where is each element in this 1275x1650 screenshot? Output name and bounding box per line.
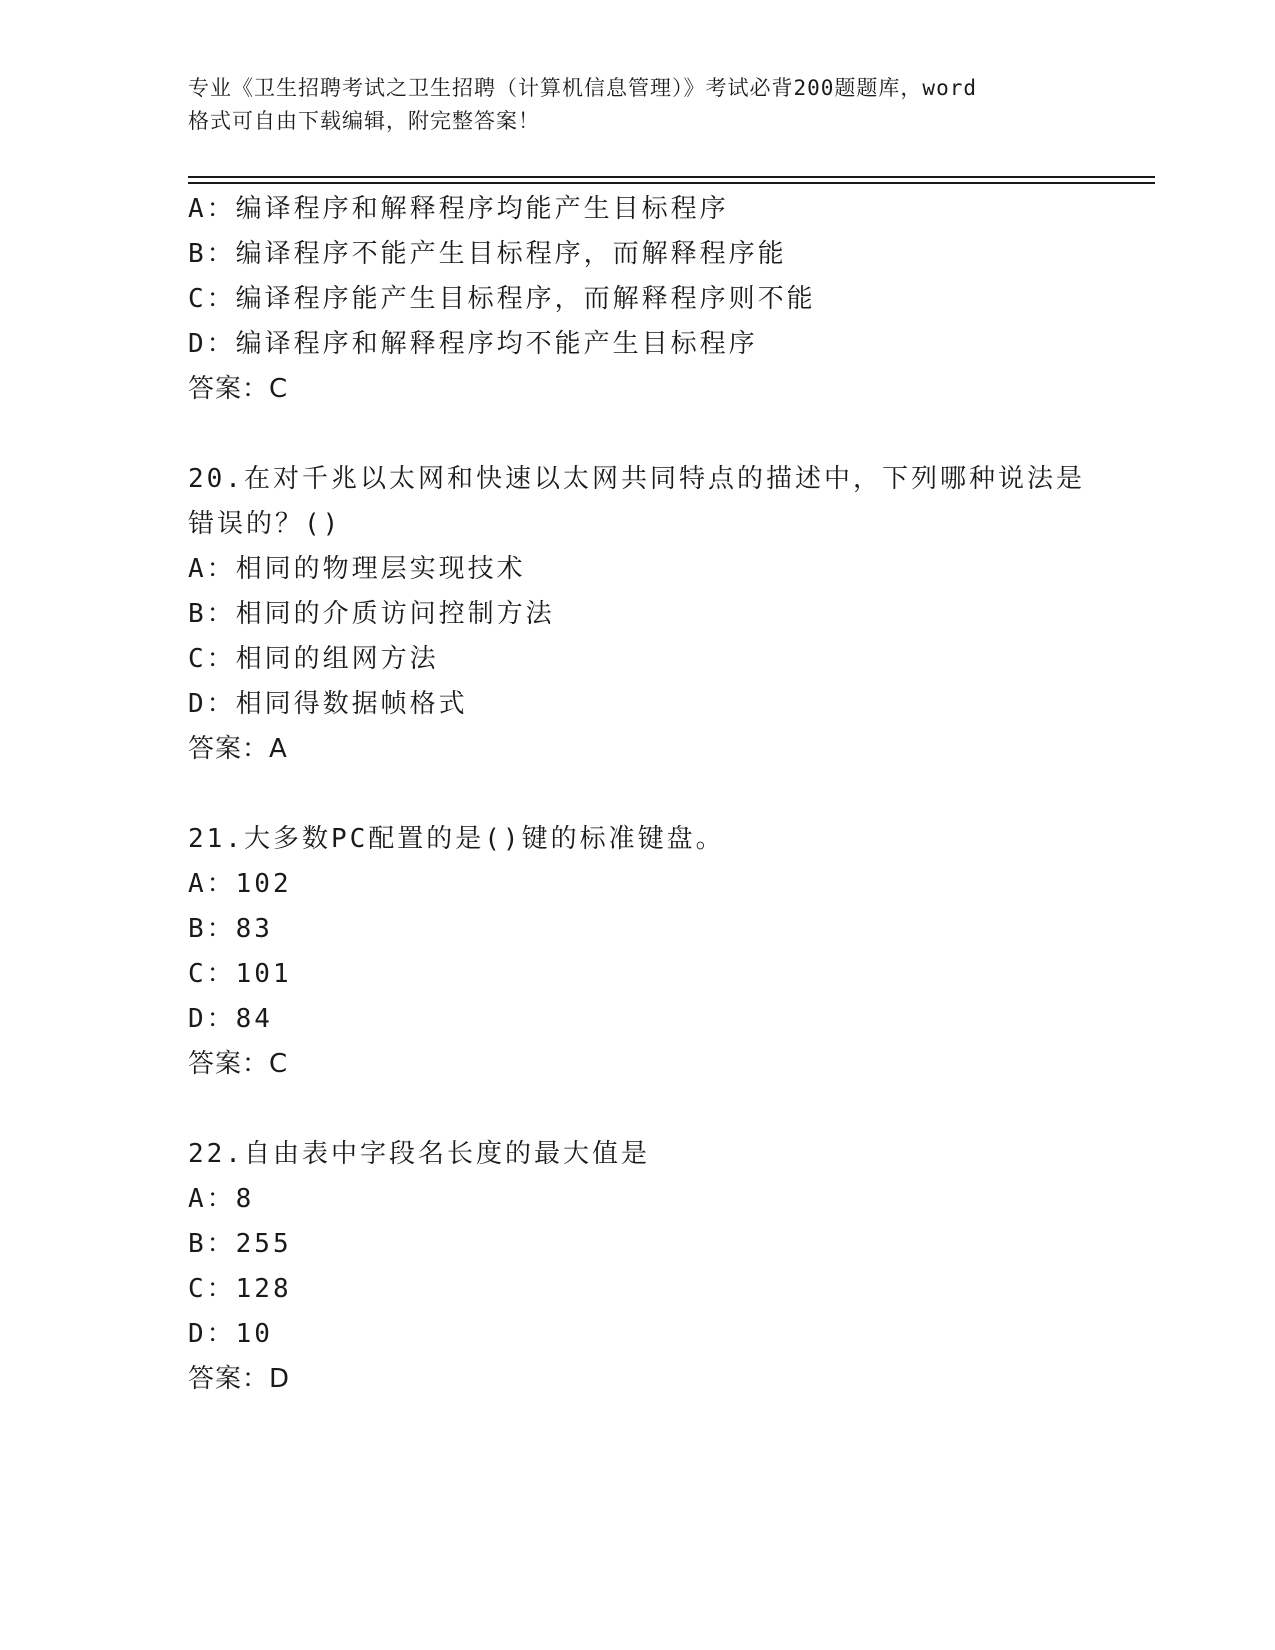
header-divider-bottom <box>188 182 1155 184</box>
question-stem: 20.在对千兆以太网和快速以太网共同特点的描述中，下列哪种说法是 <box>188 464 1085 494</box>
question-stem: 错误的？() <box>188 509 342 539</box>
option-c: C：编译程序能产生目标程序，而解释程序则不能 <box>188 284 816 314</box>
answer: 答案：D <box>188 1364 291 1394</box>
option-b: B：255 <box>188 1229 292 1259</box>
option-b: B：83 <box>188 914 273 944</box>
option-a: A：编译程序和解释程序均能产生目标程序 <box>188 194 729 224</box>
option-c: C：相同的组网方法 <box>188 644 439 674</box>
question-stem: 21.大多数PC配置的是()键的标准键盘。 <box>188 824 725 854</box>
option-d: D：10 <box>188 1319 273 1349</box>
header-divider-top <box>188 176 1155 178</box>
option-d: D：相同得数据帧格式 <box>188 689 468 719</box>
header-line-2: 格式可自由下载编辑，附完整答案！ <box>188 109 540 133</box>
document-header <box>188 72 1088 138</box>
option-c: C：101 <box>188 959 292 989</box>
question-stem: 22.自由表中字段名长度的最大值是 <box>188 1139 650 1169</box>
answer: 答案：C <box>188 374 289 404</box>
option-a: A：相同的物理层实现技术 <box>188 554 526 584</box>
option-d: D：编译程序和解释程序均不能产生目标程序 <box>188 329 758 359</box>
header-line-1: 专业《卫生招聘考试之卫生招聘（计算机信息管理）》考试必背200题题库，word <box>188 76 977 100</box>
answer: 答案：C <box>188 1049 289 1079</box>
option-d: D：84 <box>188 1004 273 1034</box>
answer: 答案：A <box>188 734 288 764</box>
option-b: B：相同的介质访问控制方法 <box>188 599 555 629</box>
option-a: A：102 <box>188 869 292 899</box>
option-a: A：8 <box>188 1184 255 1214</box>
option-c: C：128 <box>188 1274 292 1304</box>
option-b: B：编译程序不能产生目标程序，而解释程序能 <box>188 239 787 269</box>
